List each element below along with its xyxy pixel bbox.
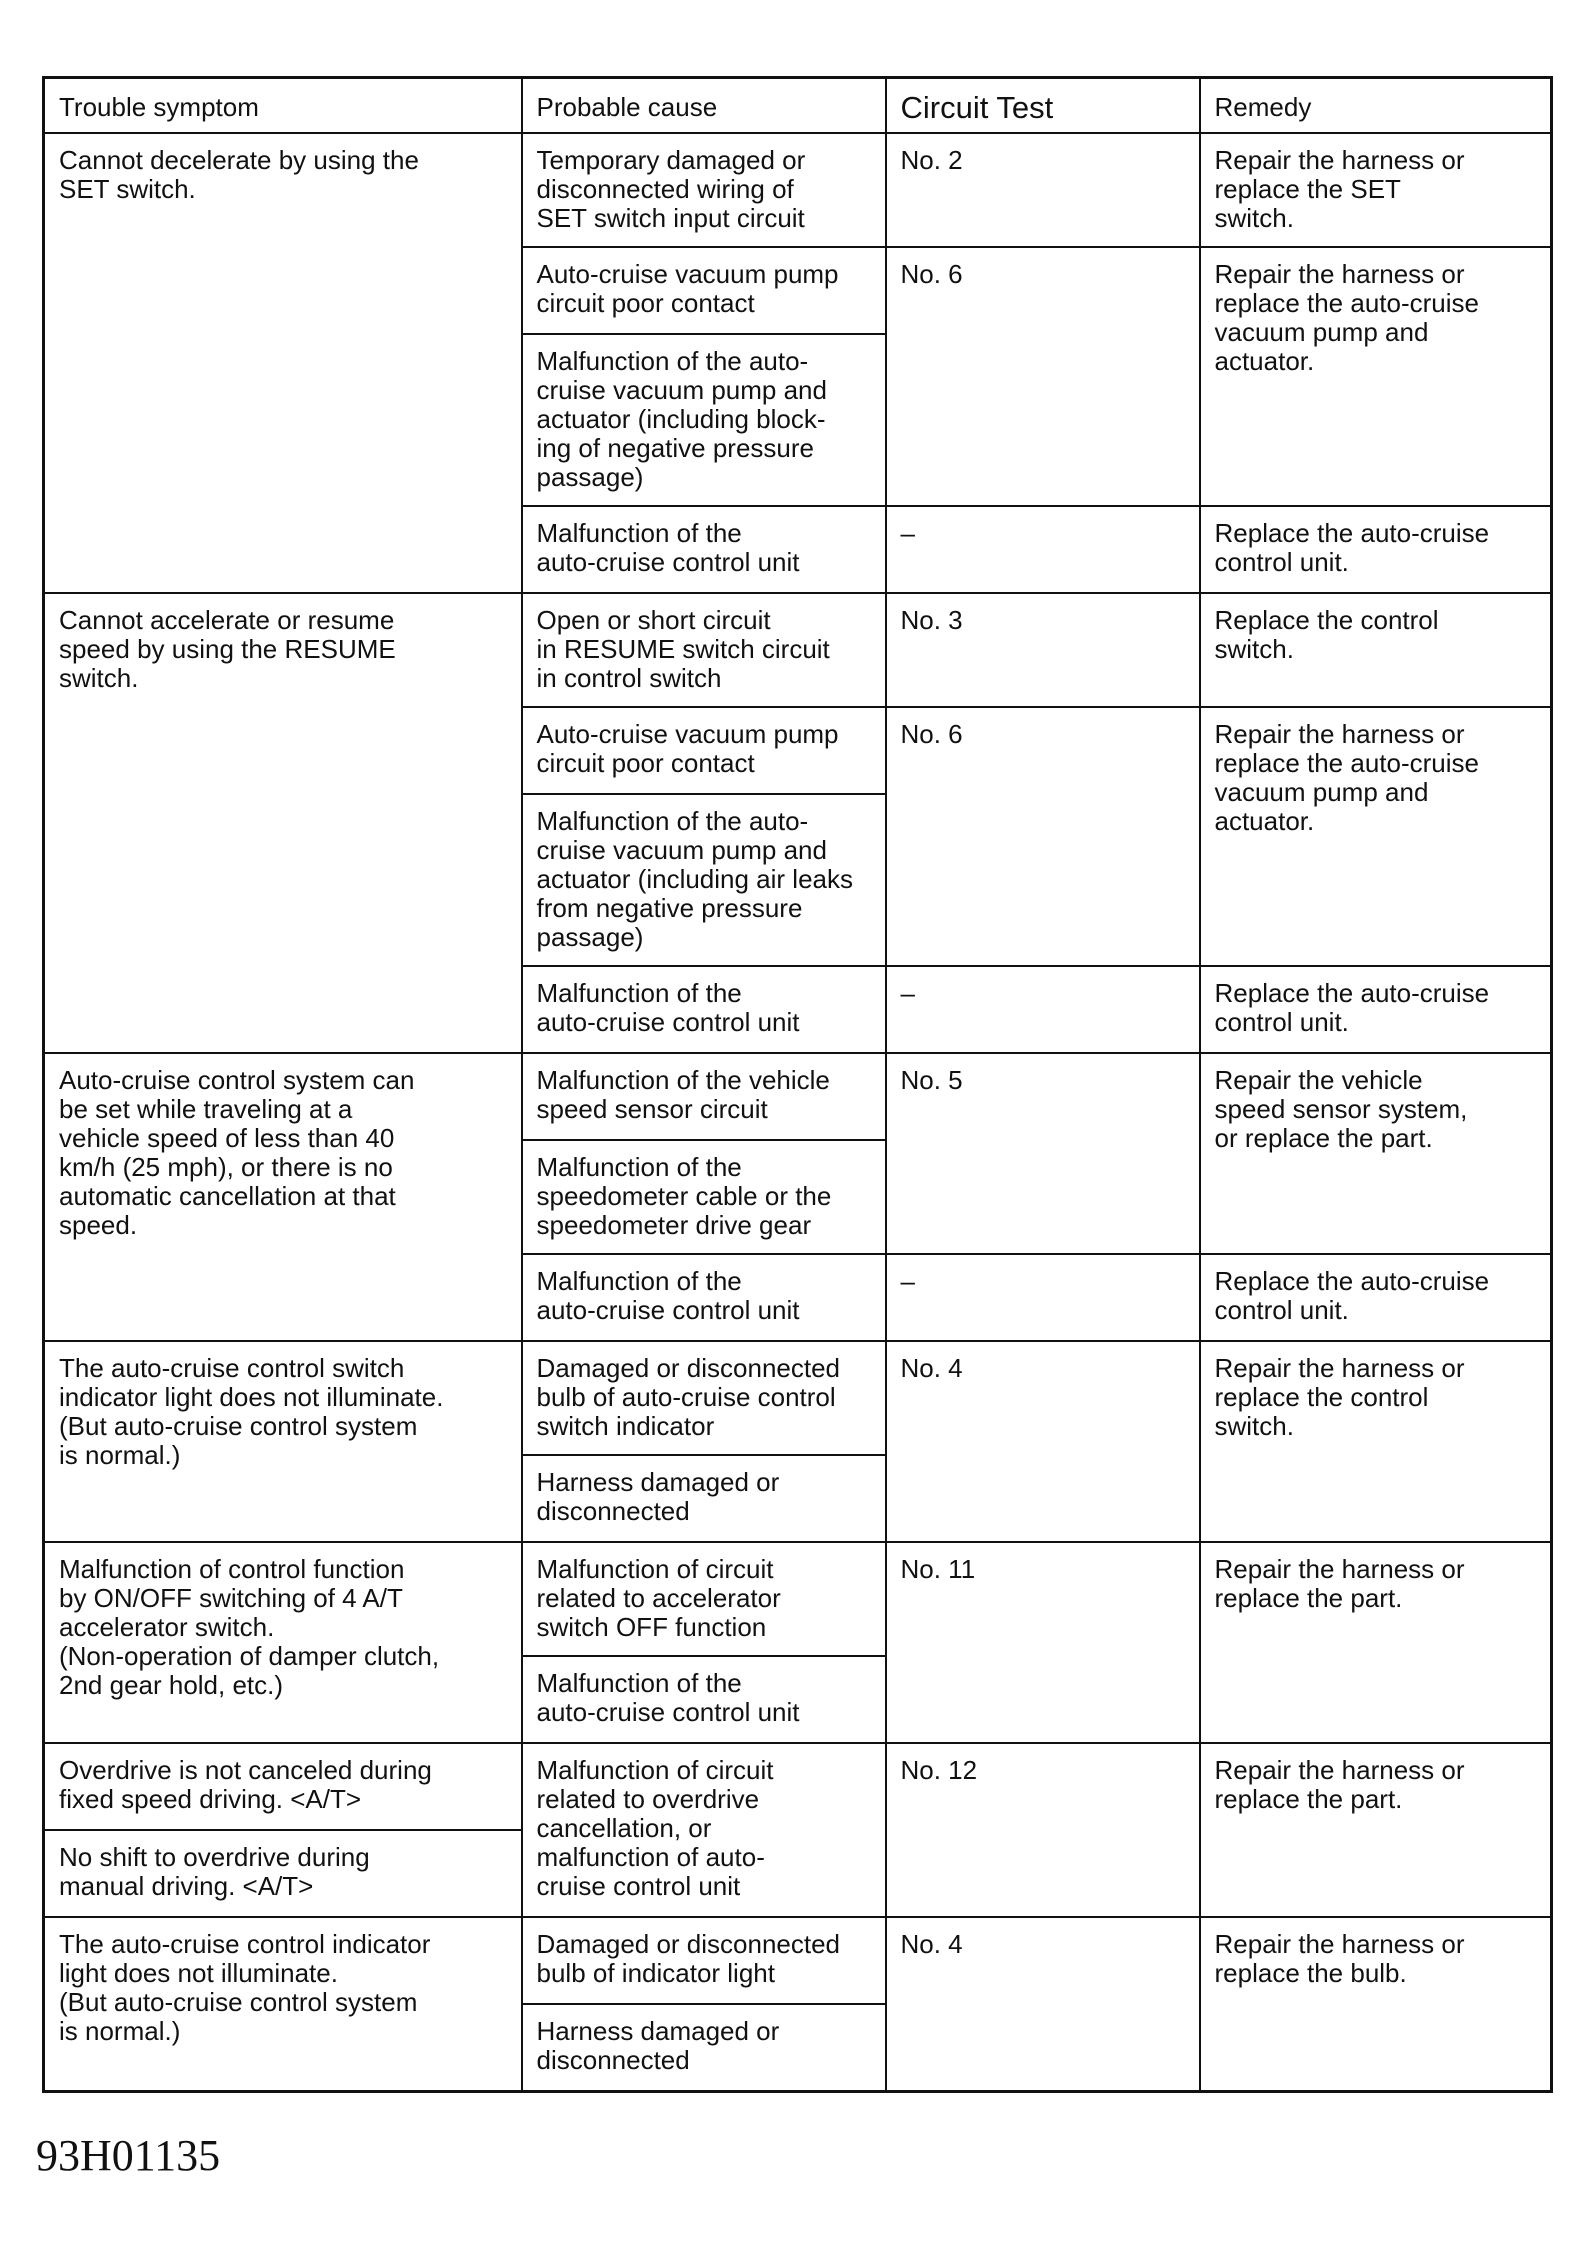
symptom-cell: Overdrive is not canceled during fixed speed driving. <A/T> xyxy=(44,1743,522,1830)
circuit-cell: No. 3 xyxy=(886,593,1200,707)
remedy-cell: Repair the harness or replace the part. xyxy=(1200,1743,1552,1917)
header-remedy: Remedy xyxy=(1200,78,1552,134)
trouble-table xyxy=(42,76,1553,2093)
symptom-cell: Malfunction of control function by ON/OFF switching of 4 A/T accelerator switch. (Non-operation of damper clutch, 2nd gear hold, etc.) xyxy=(44,1542,522,1743)
cause-cell: Malfunction of circuit related to accelerator switch OFF function xyxy=(522,1542,886,1656)
cause-cell: Harness damaged or disconnected xyxy=(522,2004,886,2091)
cause-cell: Auto-cruise vacuum pump circuit poor contact xyxy=(522,707,886,794)
remedy-cell: Repair the harness or replace the bulb. xyxy=(1200,1917,1552,2091)
cause-cell: Auto-cruise vacuum pump circuit poor contact xyxy=(522,247,886,334)
remedy-cell: Replace the auto-cruise control unit. xyxy=(1200,966,1552,1053)
remedy-cell: Replace the control switch. xyxy=(1200,593,1552,707)
symptom-cell: The auto-cruise control switch indicator light does not illuminate. (But auto-cruise control system is normal.) xyxy=(44,1341,522,1542)
remedy-cell: Repair the vehicle speed sensor system, or replace the part. xyxy=(1200,1053,1552,1254)
circuit-cell: No. 11 xyxy=(886,1542,1200,1743)
remedy-cell: Repair the harness or replace the auto-cruise vacuum pump and actuator. xyxy=(1200,247,1552,506)
cause-cell: Malfunction of the auto-cruise control unit xyxy=(522,966,886,1053)
figure-code: 93H01135 xyxy=(36,2131,221,2180)
cause-cell: Malfunction of the auto-cruise control unit xyxy=(522,506,886,593)
cause-cell: Temporary damaged or disconnected wiring of SET switch input circuit xyxy=(522,133,886,247)
circuit-cell: No. 2 xyxy=(886,133,1200,247)
header-circuit-test: Circuit Test xyxy=(886,78,1200,134)
table-row xyxy=(44,1542,1552,1656)
cause-cell: Harness damaged or disconnected xyxy=(522,1455,886,1542)
remedy-cell: Repair the harness or replace the SET switch. xyxy=(1200,133,1552,247)
symptom-cell: Cannot accelerate or resume speed by using the RESUME switch. xyxy=(44,593,522,1053)
table-row xyxy=(44,1341,1552,1455)
cause-cell: Malfunction of the vehicle speed sensor circuit xyxy=(522,1053,886,1140)
circuit-cell: No. 6 xyxy=(886,707,1200,966)
table-row xyxy=(44,1917,1552,2004)
cause-cell: Malfunction of the speedometer cable or the speedometer drive gear xyxy=(522,1140,886,1254)
circuit-cell: No. 6 xyxy=(886,247,1200,506)
remedy-cell: Replace the auto-cruise control unit. xyxy=(1200,1254,1552,1341)
trouble-table-sheet xyxy=(42,76,1550,2093)
cause-cell: Damaged or disconnected bulb of auto-cruise control switch indicator xyxy=(522,1341,886,1455)
circuit-cell: No. 4 xyxy=(886,1917,1200,2091)
remedy-cell: Replace the auto-cruise control unit. xyxy=(1200,506,1552,593)
symptom-cell: Auto-cruise control system can be set while traveling at a vehicle speed of less than 40 km/h (25 mph), or there is no automatic cancellation at that speed. xyxy=(44,1053,522,1341)
cause-cell: Malfunction of the auto- cruise vacuum pump and actuator (including block- ing of negative pressure passage) xyxy=(522,334,886,506)
circuit-cell: No. 5 xyxy=(886,1053,1200,1254)
table-row xyxy=(44,133,1552,247)
circuit-cell: – xyxy=(886,966,1200,1053)
remedy-cell: Repair the harness or replace the auto-cruise vacuum pump and actuator. xyxy=(1200,707,1552,966)
symptom-cell: Cannot decelerate by using the SET switch. xyxy=(44,133,522,593)
cause-cell: Open or short circuit in RESUME switch circuit in control switch xyxy=(522,593,886,707)
table-row xyxy=(44,1743,1552,1830)
remedy-cell: Repair the harness or replace the control switch. xyxy=(1200,1341,1552,1542)
header-probable-cause: Probable cause xyxy=(522,78,886,134)
header-trouble-symptom: Trouble symptom xyxy=(44,78,522,134)
circuit-cell: – xyxy=(886,506,1200,593)
symptom-cell: No shift to overdrive during manual driving. <A/T> xyxy=(44,1830,522,1917)
header-row xyxy=(44,78,1552,134)
symptom-cell: The auto-cruise control indicator light does not illuminate. (But auto-cruise control system is normal.) xyxy=(44,1917,522,2091)
circuit-cell: – xyxy=(886,1254,1200,1341)
circuit-cell: No. 12 xyxy=(886,1743,1200,1917)
cause-cell: Damaged or disconnected bulb of indicator light xyxy=(522,1917,886,2004)
table-row xyxy=(44,1053,1552,1140)
cause-cell: Malfunction of the auto-cruise control unit xyxy=(522,1656,886,1743)
cause-cell: Malfunction of circuit related to overdrive cancellation, or malfunction of auto- cruise control unit xyxy=(522,1743,886,1917)
table-row xyxy=(44,593,1552,707)
remedy-cell: Repair the harness or replace the part. xyxy=(1200,1542,1552,1743)
cause-cell: Malfunction of the auto-cruise control unit xyxy=(522,1254,886,1341)
cause-cell: Malfunction of the auto- cruise vacuum pump and actuator (including air leaks from negative pressure passage) xyxy=(522,794,886,966)
circuit-cell: No. 4 xyxy=(886,1341,1200,1542)
